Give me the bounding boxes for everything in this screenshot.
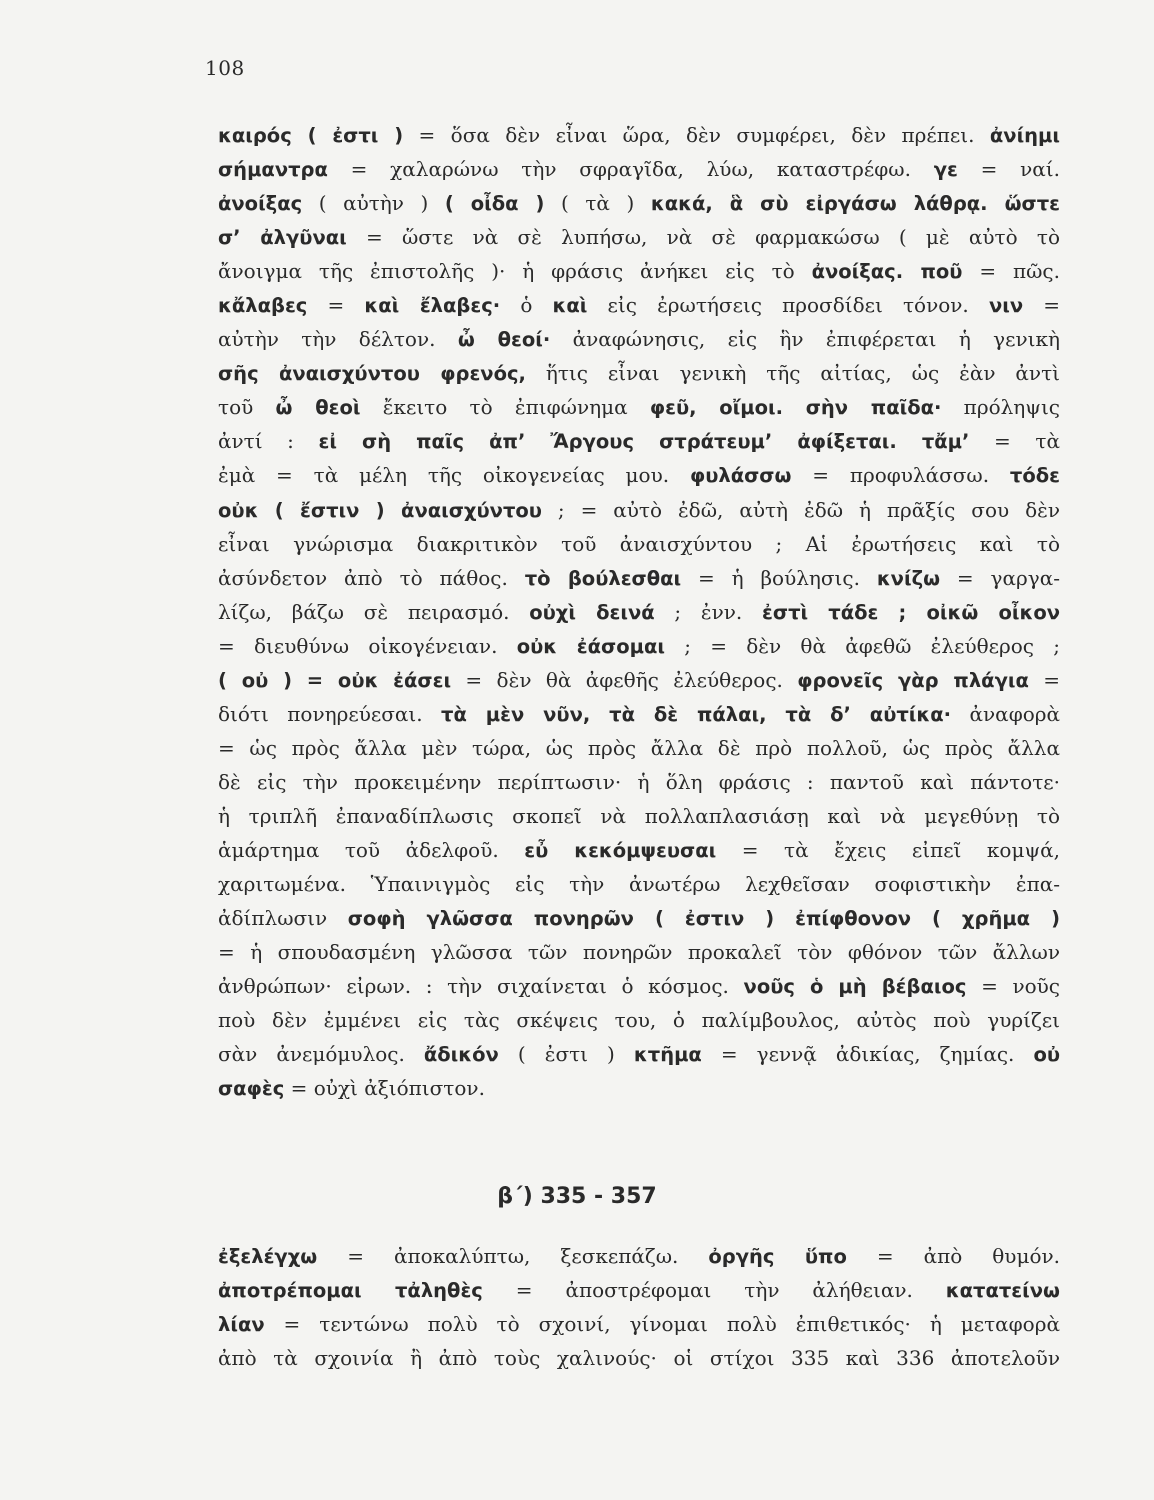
lemma-term: νοῦς ὁ μὴ βέβαιος (743, 975, 967, 999)
lemma-term: σοφὴ γλῶσσα πονηρῶν ( ἐστιν ) ἐπίφθονον ( χρῆμα ) (347, 907, 1060, 931)
text-line (218, 1003, 1060, 1037)
text-line (218, 1071, 1060, 1105)
gloss-text: ἀντί : (218, 429, 319, 454)
gloss-text: ἀνθρώπων· εἰρων. : τὴν σιχαίνεται ὁ κόσμος. (218, 974, 744, 999)
gloss-text: ( ἐστι ) (498, 1042, 634, 1067)
gloss-text: ἀναφορὰ (951, 701, 1060, 726)
gloss-text: = διευθύνω οἰκογένειαν. (218, 633, 517, 658)
gloss-text: = ναί. (957, 157, 1060, 182)
lemma-term: κατατείνω (945, 1279, 1060, 1303)
text-line (218, 969, 1060, 1003)
page-number: 108 (205, 56, 245, 80)
gloss-text: = ἀποκαλύπτω, ξεσκεπάζω. (317, 1244, 709, 1268)
text-line (218, 1037, 1060, 1071)
text-line (218, 1273, 1060, 1307)
text-line (218, 561, 1060, 595)
gloss-text: = γεννᾷ ἀδικίας, ζημίας. (701, 1042, 1034, 1067)
gloss-text: λίζω, βάζω σὲ πειρασμό. (218, 599, 530, 624)
gloss-text: = προφυλάσσω. (791, 463, 1010, 488)
gloss-text: διότι πονηρεύεσαι. (218, 701, 442, 726)
text-line (218, 527, 1060, 561)
lemma-term: κτῆμα (633, 1043, 702, 1067)
commentary-text-block (218, 118, 1060, 1105)
gloss-text: ἀσύνδετον ἀπὸ τὸ πάθος. (218, 565, 525, 590)
lemma-term: κακά, ἃ σὺ εἰργάσω λάθρᾳ. ὥστε (650, 192, 1060, 216)
lemma-term: οὐκ ( ἔστιν ) ἀναισχύντου (218, 498, 542, 522)
text-line (218, 1239, 1060, 1273)
text-line (218, 220, 1060, 254)
gloss-text: τοῦ (218, 395, 276, 420)
lemma-term: φυλάσσω (689, 464, 792, 488)
gloss-text: = γαργα- (940, 565, 1060, 590)
gloss-text: ἔκειτο τὸ ἐπιφώνημα (360, 395, 650, 420)
gloss-text: = τεντώνω πολὺ τὸ σχοινί, γίνομαι πολὺ ἐπιθετικός· ἡ μεταφορὰ (264, 1312, 1060, 1337)
lemma-term: κνίζω (876, 566, 941, 590)
gloss-text: ; = αὐτὸ ἐδῶ, αὐτὴ ἐδῶ ἡ πρᾶξίς σου δὲν (541, 497, 1060, 522)
gloss-text: = οὐχὶ ἀξιόπιστον. (284, 1076, 485, 1101)
gloss-text: δὲ εἰς τὴν προκειμένην περίπτωσιν· ἡ ὅλη φράσις : παντοῦ καὶ πάντοτε· (218, 769, 1060, 794)
lemma-term: ( οὐ ) = οὐκ ἐάσει (218, 668, 452, 692)
gloss-text: = ὡς πρὸς ἄλλα μὲν τώρα, ὡς πρὸς ἄλλα δὲ πρὸ πολλοῦ, ὡς πρὸς ἄλλα (218, 735, 1060, 760)
lemma-term: ( οἶδα ) (444, 192, 545, 216)
gloss-text: ἄνοιγμα τῆς ἐπιστολῆς )· ἡ φράσις ἀνήκει εἰς τὸ (218, 259, 812, 284)
gloss-text: ( αὐτὴν ) (302, 191, 445, 216)
gloss-text: = ὥστε νὰ σὲ λυπήσω, νὰ σὲ φαρμακώσω ( μὲ αὐτὸ τὸ (346, 225, 1060, 250)
lemma-term: εἰ σὴ παῖς ἀπ’ Ἄργους στράτευμ’ ἀφίξεται. τἄμ’ (318, 430, 970, 454)
text-line (218, 867, 1060, 901)
gloss-text: = νοῦς (966, 974, 1060, 999)
gloss-text: = τὰ (969, 429, 1060, 454)
text-line (218, 901, 1060, 935)
lemma-term: εὖ κεκόμψευσαι (524, 838, 717, 862)
gloss-text: = δὲν θὰ ἀφεθῆς ἐλεύθερος. (451, 667, 798, 692)
lemma-term: τὸ βούλεσθαι (524, 566, 682, 590)
lemma-term: σήμαντρα (218, 158, 328, 182)
text-line (218, 833, 1060, 867)
gloss-text: = ἡ σπουδασμένη γλῶσσα τῶν πονηρῶν προκαλεῖ τὸν φθόνον τῶν ἄλλων (218, 940, 1060, 965)
lemma-term: τὰ μὲν νῦν, τὰ δὲ πάλαι, τὰ δ’ αὐτίκα· (441, 702, 952, 726)
gloss-text: ἥτις εἶναι γενικὴ τῆς αἰτίας, ὡς ἐὰν ἀντὶ (525, 361, 1060, 386)
text-line (218, 663, 1060, 697)
commentary-text-block-second (218, 1239, 1060, 1375)
text-line (218, 935, 1060, 969)
gloss-text: ; ἐνν. (654, 599, 763, 624)
text-line (218, 152, 1060, 186)
lemma-term: λίαν (218, 1313, 265, 1337)
gloss-text: = ἀπὸ θυμόν. (846, 1244, 1060, 1268)
gloss-text: ἐμὰ = τὰ μέλη τῆς οἰκογενείας μου. (218, 463, 690, 488)
lemma-term: σ’ ἀλγῦναι (218, 226, 347, 250)
text-line (218, 390, 1060, 424)
gloss-text: ἀδίπλωσιν (218, 906, 348, 931)
gloss-text: = ἀποστρέφομαι τὴν ἀλήθειαν. (482, 1278, 946, 1303)
lemma-term: ἐξελέγχω (218, 1245, 318, 1268)
section-heading: β΄) 335 - 357 (497, 1184, 657, 1209)
gloss-text: ( τὰ ) (544, 191, 651, 216)
lemma-term: τόδε (1009, 464, 1060, 488)
gloss-text: σὰν ἀνεμόμυλος. (218, 1042, 424, 1067)
gloss-text: πρόληψις (941, 395, 1060, 420)
gloss-text: = ἡ βούλησις. (681, 565, 877, 590)
gloss-text: = (1028, 667, 1060, 692)
lemma-term: καὶ (552, 294, 588, 318)
text-line (218, 493, 1060, 527)
gloss-text: = χαλαρώνω τὴν σφραγῖδα, λύω, καταστρέφω. (327, 157, 934, 182)
text-line (218, 765, 1060, 799)
gloss-text: = τὰ ἔχεις εἰπεῖ κομψά, (716, 837, 1060, 862)
lemma-term: ὦ θεοὶ (275, 396, 361, 420)
text-line (218, 595, 1060, 629)
lemma-term: οὐ (1033, 1043, 1060, 1067)
lemma-term: καὶ ἔλαβες· (364, 294, 501, 318)
gloss-text: αὐτὴν τὴν δέλτον. (218, 327, 458, 352)
lemma-term: ἀνίημι (989, 124, 1060, 147)
lemma-term: οὐκ ἐάσομαι (516, 634, 665, 658)
gloss-text: = (1023, 293, 1060, 318)
lemma-term: ἐστὶ τάδε ; οἰκῶ οἶκον (762, 600, 1060, 624)
text-line (218, 288, 1060, 322)
gloss-text: = πῶς. (962, 259, 1060, 284)
gloss-text: ποὺ δὲν ἐμμένει εἰς τὰς σκέψεις του, ὁ παλίμβουλος, αὐτὸς ποὺ γυρίζει (218, 1008, 1060, 1033)
gloss-text: χαριτωμένα. Ὑπαινιγμὸς εἰς τὴν ἀνωτέρω λεχθεῖσαν σοφιστικὴν ἐπα- (218, 872, 1060, 897)
lemma-term: οὐχὶ δεινά (529, 600, 655, 624)
lemma-term: φεῦ, οἴμοι. σὴν παῖδα· (649, 396, 942, 420)
text-line (218, 629, 1060, 663)
gloss-text: ὁ (500, 293, 553, 318)
text-line (218, 731, 1060, 765)
gloss-text: εἶναι γνώρισμα διακριτικὸν τοῦ ἀναισχύντου ; Αἱ ἐρωτήσεις καὶ τὸ (218, 531, 1060, 556)
gloss-text: ἀναφώνησις, εἰς ἣν ἐπιφέρεται ἡ γενικὴ (550, 327, 1060, 352)
lemma-term: ἀνοίξας. ποῦ (811, 260, 963, 284)
text-line (218, 322, 1060, 356)
text-line (218, 118, 1060, 152)
text-line (218, 186, 1060, 220)
text-line (218, 1307, 1060, 1341)
gloss-text: ἁμάρτημα τοῦ ἀδελφοῦ. (218, 837, 525, 862)
text-line (218, 424, 1060, 458)
lemma-term: σαφὲς (218, 1077, 285, 1101)
lemma-term: κἄλαβες (218, 294, 308, 318)
gloss-text: εἰς ἐρωτήσεις προσδίδει τόνον. (587, 293, 989, 318)
lemma-term: ὦ θεοί· (457, 328, 551, 352)
lemma-term: ἀνοίξας (218, 192, 303, 216)
text-line (218, 458, 1060, 492)
lemma-term: ἀποτρέπομαι τἀληθὲς (218, 1279, 483, 1303)
lemma-term: γε (933, 158, 958, 182)
gloss-text: = (307, 293, 365, 318)
text-line (218, 1341, 1060, 1375)
lemma-term: φρονεῖς γὰρ πλάγια (797, 668, 1029, 692)
lemma-term: σῆς ἀναισχύντου φρενός, (218, 362, 526, 386)
gloss-text: ; = δὲν θὰ ἀφεθῶ ἐλεύθερος ; (664, 633, 1060, 658)
gloss-text: ἀπὸ τὰ σχοινία ἢ ἀπὸ τοὺς χαλινούς· οἱ στίχοι 335 καὶ 336 ἀποτελοῦν (218, 1346, 1060, 1371)
lemma-term: ἄδικόν (423, 1043, 499, 1067)
lemma-term: καιρός ( ἐστι ) (218, 124, 404, 147)
text-line (218, 697, 1060, 731)
lemma-term: νιν (988, 294, 1024, 318)
gloss-text: = ὅσα δὲν εἶναι ὥρα, δὲν συμφέρει, δὲν πρέπει. (403, 123, 990, 147)
text-line (218, 356, 1060, 390)
gloss-text: ἡ τριπλῆ ἐπαναδίπλωσις σκοπεῖ νὰ πολλαπλασιάσῃ καὶ νὰ μεγεθύνῃ τὸ (218, 803, 1060, 828)
text-line (218, 254, 1060, 288)
lemma-term: ὀργῆς ὕπο (708, 1245, 847, 1268)
text-line (218, 799, 1060, 833)
